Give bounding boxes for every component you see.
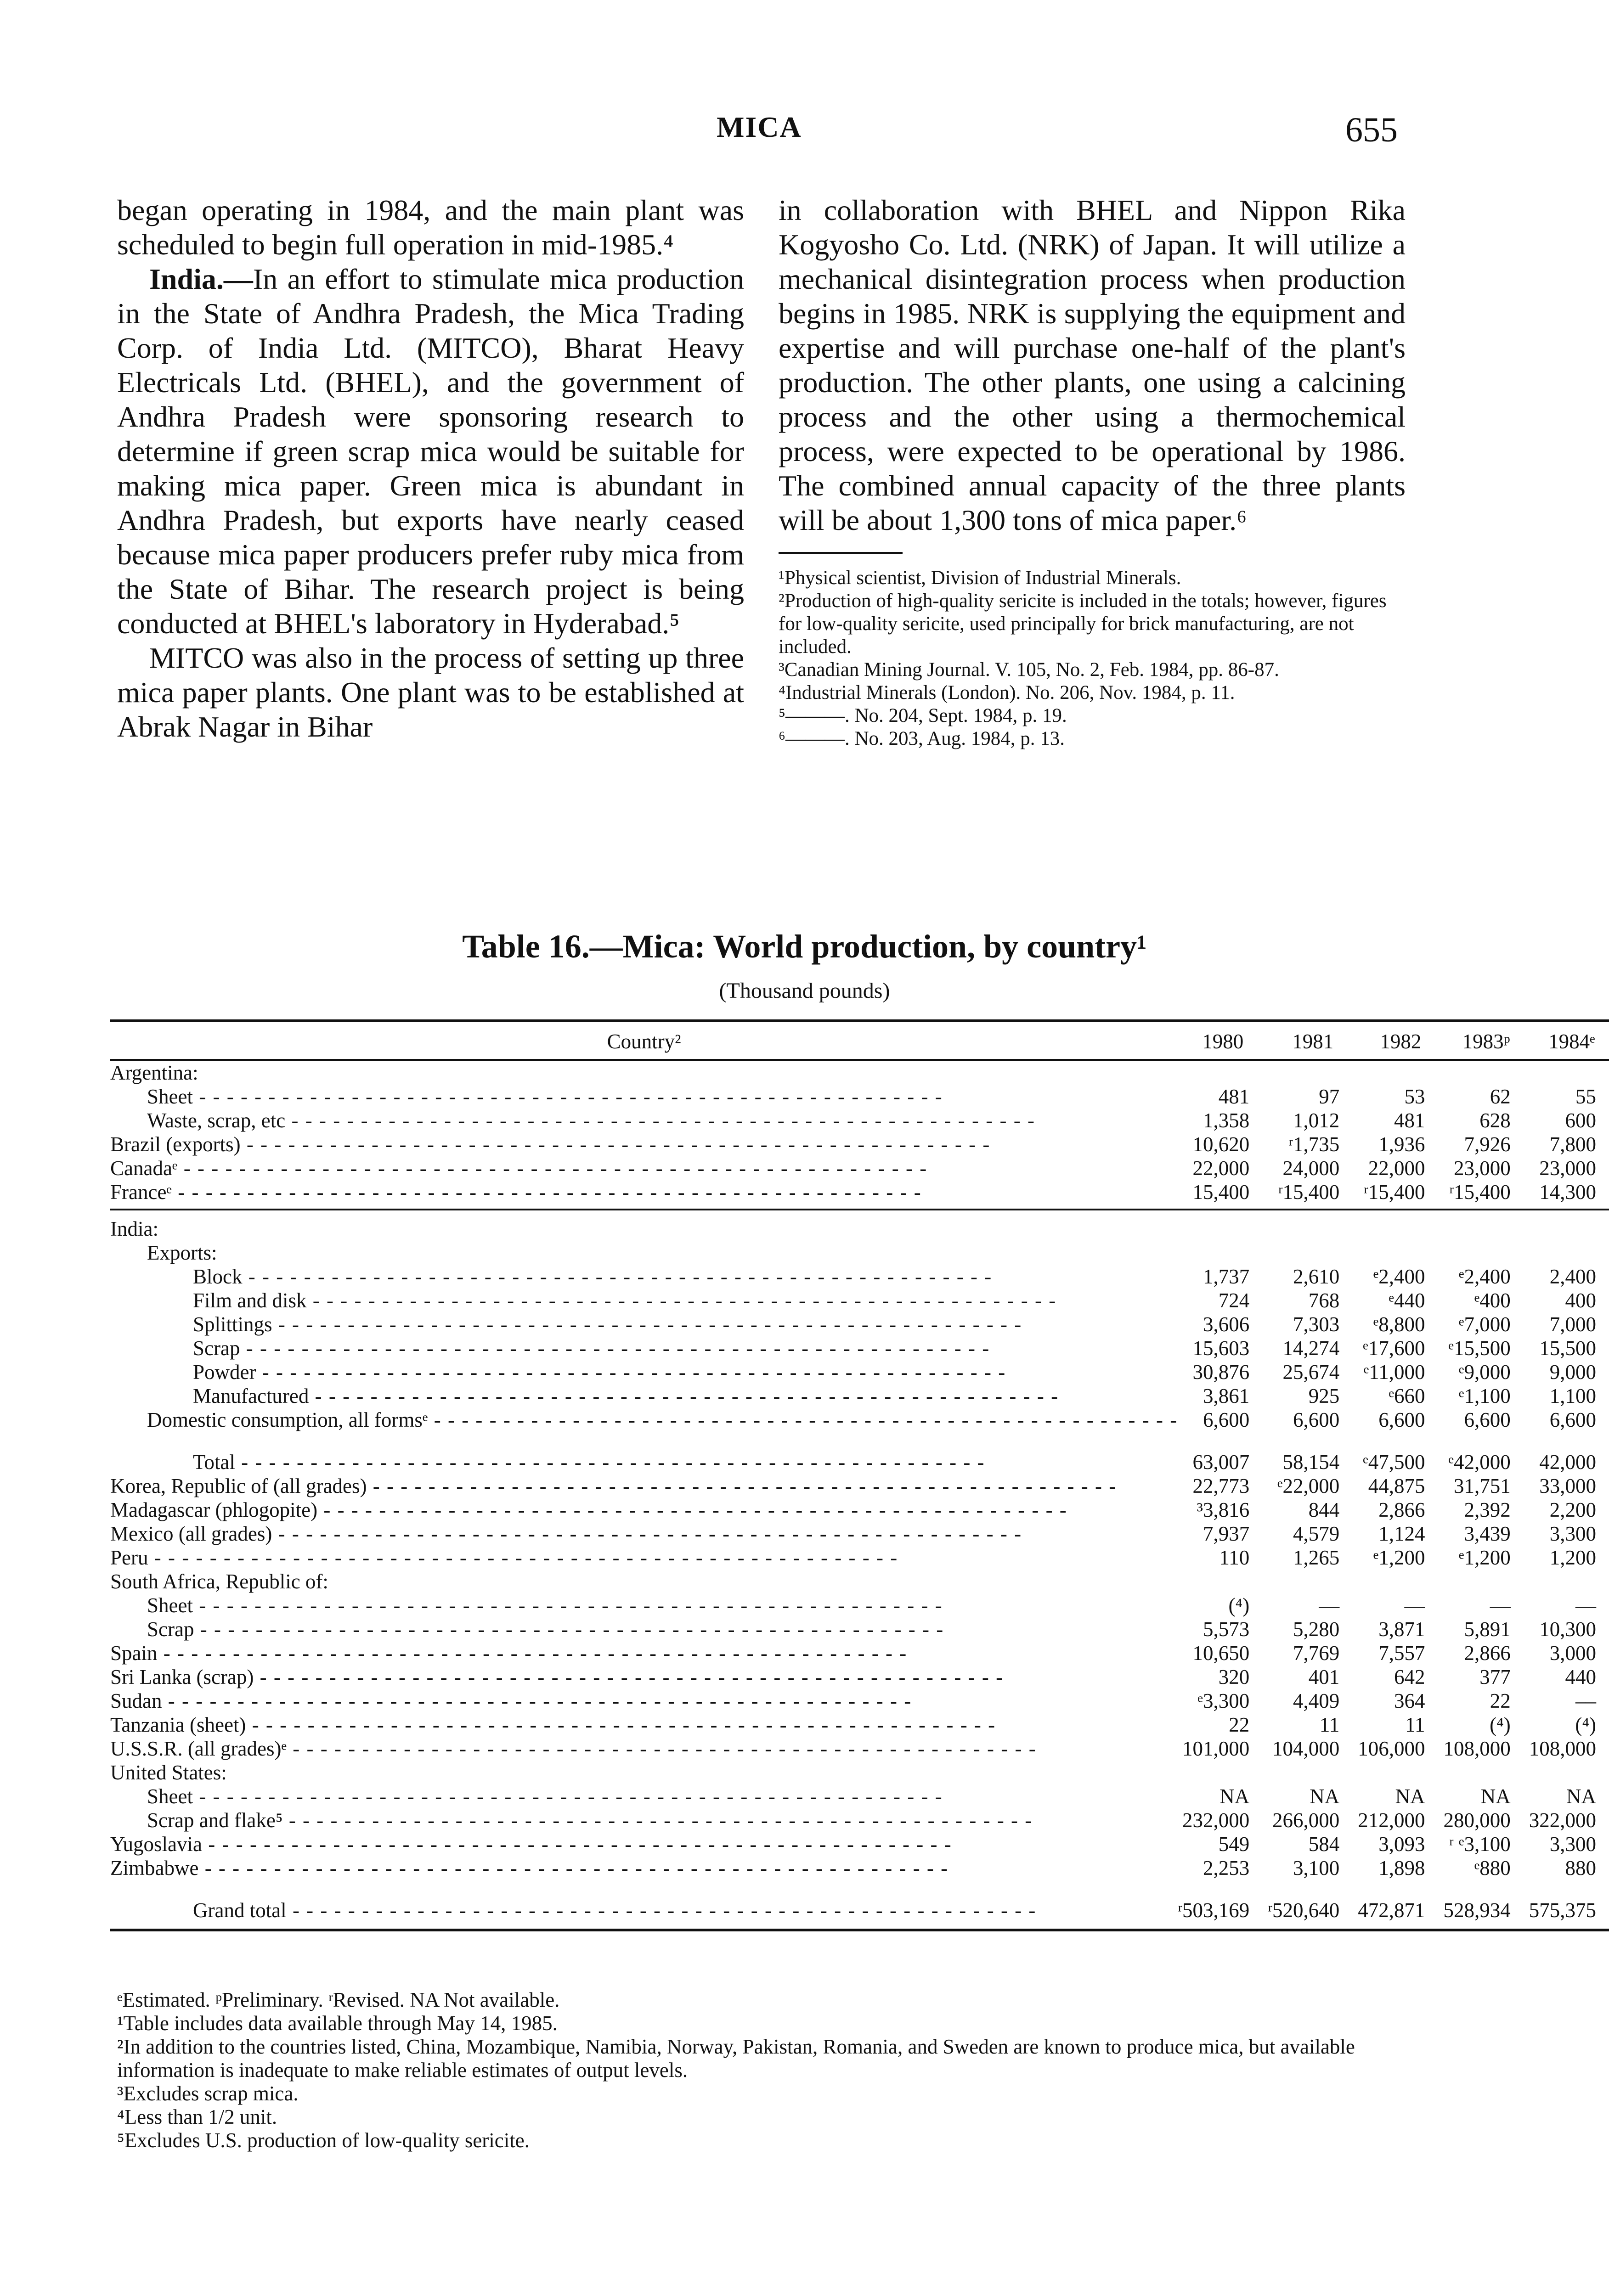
page-footnotes (779, 567, 1406, 750)
row-label: Block - - - (110, 1265, 1178, 1289)
row-label: India: (110, 1217, 158, 1240)
value-cell: 6,600 (1203, 1408, 1250, 1431)
value-cell: ʳ ᵉ3,100 (1449, 1833, 1511, 1856)
value-cell: 1,200 (1549, 1546, 1596, 1569)
value-cell: 10,650 (1192, 1642, 1250, 1665)
value-cell (1529, 1761, 1609, 1784)
row-label: Brazil (exports) - - - (110, 1132, 1178, 1156)
value-cell: 400 (1565, 1289, 1596, 1312)
value-cell: 53 (1404, 1085, 1425, 1108)
value-cell (1444, 1241, 1529, 1265)
row-label: U.S.S.R. (all grades)ᵉ - - - (110, 1737, 1178, 1761)
value-cell: –– (1490, 1594, 1511, 1617)
value-cell (1268, 1241, 1358, 1265)
value-cell: ʳ520,640 (1268, 1899, 1340, 1922)
value-cell: ᵉ47,500 (1363, 1451, 1425, 1474)
row-label: Total - - - (110, 1450, 1178, 1474)
value-cell: 22,000 (1368, 1157, 1425, 1180)
value-cell: 280,000 (1443, 1809, 1511, 1832)
value-cell: 24,000 (1282, 1157, 1340, 1180)
value-cell: 549 (1218, 1833, 1250, 1856)
value-cell: 11 (1319, 1713, 1340, 1736)
value-cell: –– (1575, 1689, 1596, 1712)
row-label: Madagascar (phlogopite) - - - (110, 1498, 1178, 1522)
table-body (110, 1060, 1609, 1930)
row-label: Splittings - - - (110, 1312, 1178, 1336)
value-cell (1178, 1060, 1268, 1085)
row-label: Film and disk - - - (110, 1289, 1178, 1312)
row-label: Sheet - - - (110, 1593, 1178, 1617)
value-cell: 2,253 (1203, 1857, 1250, 1880)
value-cell: 7,303 (1293, 1313, 1340, 1336)
value-cell: 6,600 (1378, 1408, 1425, 1431)
value-cell: 575,375 (1529, 1899, 1596, 1922)
value-cell: 2,610 (1293, 1265, 1340, 1288)
value-cell: 1,898 (1378, 1857, 1425, 1880)
value-cell (1178, 1241, 1268, 1265)
value-cell: 5,891 (1464, 1618, 1511, 1641)
footnote-5: ⁵———. No. 204, Sept. 1984, p. 19. (779, 705, 1067, 726)
value-cell: 2,400 (1549, 1265, 1596, 1288)
table-row (110, 1546, 1609, 1570)
right-column (779, 193, 1406, 750)
left-paragraph-2 (117, 262, 744, 641)
value-cell (1268, 1060, 1358, 1085)
value-cell: 11 (1405, 1713, 1425, 1736)
value-cell: NA (1219, 1785, 1250, 1808)
value-cell: 3,000 (1549, 1642, 1596, 1665)
value-cell: 3,093 (1378, 1833, 1425, 1856)
table-row (110, 1180, 1609, 1204)
value-cell (1358, 1761, 1443, 1784)
value-cell: 9,000 (1549, 1361, 1596, 1384)
table-row (110, 1085, 1609, 1109)
value-cell: 3,861 (1203, 1384, 1250, 1407)
table-row (110, 1641, 1609, 1665)
value-cell: (⁴) (1490, 1713, 1511, 1736)
value-cell: ᵉ660 (1389, 1384, 1425, 1407)
value-cell: 642 (1394, 1666, 1425, 1688)
value-cell: 212,000 (1358, 1809, 1425, 1832)
value-cell: 320 (1218, 1666, 1250, 1688)
row-label: Scrap - - - (110, 1336, 1178, 1360)
value-cell: 844 (1308, 1498, 1340, 1521)
value-cell: 22 (1490, 1689, 1511, 1712)
value-cell: ʳ15,400 (1449, 1181, 1511, 1204)
row-label: Scrap - - - (110, 1617, 1178, 1641)
table-row (110, 1360, 1609, 1384)
value-cell: 14,274 (1282, 1337, 1340, 1360)
table-row (110, 1336, 1609, 1360)
column-header: 1981 (1268, 1021, 1358, 1060)
production-table (110, 1019, 1609, 1931)
page-number: 655 (1345, 111, 1398, 149)
value-cell: 10,300 (1539, 1618, 1596, 1641)
footnote-rule (779, 552, 903, 554)
row-label: Korea, Republic of (all grades) - - - (110, 1474, 1178, 1498)
table-spacer-cell (110, 1922, 1609, 1930)
value-cell: ᵉ2,400 (1373, 1265, 1425, 1288)
value-cell (1268, 1761, 1358, 1784)
value-cell (1358, 1241, 1443, 1265)
table-row (110, 1808, 1609, 1832)
table-row (110, 1689, 1609, 1713)
value-cell: 2,200 (1549, 1498, 1596, 1521)
table-row (110, 1593, 1609, 1617)
table-notes (117, 1988, 1403, 2152)
row-label: Franceᵉ - - - (110, 1180, 1178, 1204)
value-cell: (⁴) (1575, 1713, 1596, 1736)
value-cell: 7,800 (1549, 1133, 1596, 1156)
value-cell (1529, 1241, 1609, 1265)
row-label: Grand total - - - (110, 1898, 1178, 1922)
value-cell (1178, 1217, 1268, 1241)
table-title: Table 16.—Mica: World production, by country¹ (462, 928, 1147, 965)
value-cell: 4,409 (1293, 1689, 1340, 1712)
value-cell: –– (1575, 1594, 1596, 1617)
row-label: Sheet - - - (110, 1085, 1178, 1109)
value-cell: 44,875 (1368, 1474, 1425, 1497)
value-cell: 31,751 (1454, 1474, 1511, 1497)
value-cell: 7,557 (1378, 1642, 1425, 1665)
row-label: Sri Lanka (scrap) - - - (110, 1665, 1178, 1689)
value-cell: 3,300 (1549, 1522, 1596, 1545)
value-cell: 1,012 (1293, 1109, 1340, 1132)
value-cell: 5,573 (1203, 1618, 1250, 1641)
value-cell: 7,937 (1203, 1522, 1250, 1545)
table-header-row (110, 1021, 1609, 1060)
row-label: Zimbabwe - - - (110, 1856, 1178, 1880)
table-spacer (110, 1922, 1609, 1930)
table-row (110, 1856, 1609, 1880)
value-cell: ᵉ880 (1474, 1857, 1511, 1880)
footnote-1: ¹Physical scientist, Division of Industrial Minerals. (779, 567, 1181, 589)
value-cell: 377 (1479, 1666, 1511, 1688)
table-spacer (110, 1880, 1609, 1898)
value-cell: 58,154 (1282, 1451, 1340, 1474)
left-paragraph-3: MITCO was also in the process of setting up three mica paper plants. One plant was to be established at Abrak Nagar in Bihar (117, 642, 744, 743)
value-cell: 15,500 (1539, 1337, 1596, 1360)
value-cell: 440 (1565, 1666, 1596, 1688)
row-label: Powder - - - (110, 1360, 1178, 1384)
value-cell: 23,000 (1539, 1157, 1596, 1180)
value-cell: 3,439 (1464, 1522, 1511, 1545)
value-cell: 55 (1575, 1085, 1596, 1108)
value-cell: ᵉ22,000 (1277, 1474, 1340, 1497)
row-label: United States: (110, 1761, 227, 1784)
table-spacer-cell (110, 1204, 1609, 1210)
value-cell: 106,000 (1358, 1737, 1425, 1760)
value-cell (1529, 1060, 1609, 1085)
column-header: 1982 (1358, 1021, 1443, 1060)
value-cell: 724 (1218, 1289, 1250, 1312)
value-cell (1444, 1570, 1529, 1593)
value-cell: 7,769 (1293, 1642, 1340, 1665)
footnote-2: ²Production of high-quality sericite is included in the totals; however, figures for low-quality sericite, used principally for brick manufacturing, are not included. (779, 590, 1387, 658)
value-cell: NA (1480, 1785, 1511, 1808)
value-cell: –– (1404, 1594, 1425, 1617)
value-cell (1178, 1570, 1268, 1593)
value-cell: 15,603 (1192, 1337, 1250, 1360)
table-row (110, 1784, 1609, 1808)
value-cell (1358, 1217, 1443, 1241)
footnote-3: ³Canadian Mining Journal. V. 105, No. 2, Feb. 1984, pp. 86-87. (779, 659, 1279, 681)
value-cell: ᵉ8,800 (1373, 1313, 1425, 1336)
row-label: Domestic consumption, all formsᵉ - - - (110, 1408, 1178, 1432)
row-label: Argentina: (110, 1061, 198, 1084)
value-cell: ᵉ9,000 (1458, 1361, 1511, 1384)
value-cell: ᵉ2,400 (1458, 1265, 1511, 1288)
value-cell: 2,866 (1464, 1642, 1511, 1665)
value-cell (1268, 1570, 1358, 1593)
value-cell: 880 (1565, 1857, 1596, 1880)
table-row (110, 1312, 1609, 1336)
value-cell: 42,000 (1539, 1451, 1596, 1474)
value-cell: 1,100 (1549, 1384, 1596, 1407)
value-cell: 25,674 (1282, 1361, 1340, 1384)
value-cell: 110 (1219, 1546, 1250, 1569)
table-row (110, 1761, 1609, 1784)
value-cell: 63,007 (1192, 1451, 1250, 1474)
page-header (0, 110, 1609, 165)
row-label: Exports: (147, 1241, 217, 1264)
table-row (110, 1713, 1609, 1737)
table-row (110, 1737, 1609, 1761)
value-cell (1268, 1217, 1358, 1241)
table-row (110, 1156, 1609, 1180)
value-cell: 322,000 (1529, 1809, 1596, 1832)
value-cell: 1,265 (1293, 1546, 1340, 1569)
value-cell (1529, 1570, 1609, 1593)
value-cell: 1,737 (1203, 1265, 1250, 1288)
value-cell: 364 (1394, 1689, 1425, 1712)
footnote-4: ⁴Industrial Minerals (London). No. 206, Nov. 1984, p. 11. (779, 682, 1235, 703)
table-row (110, 1832, 1609, 1856)
table-spacer (110, 1432, 1609, 1450)
value-cell: 3,100 (1293, 1857, 1340, 1880)
table-row (110, 1665, 1609, 1689)
row-label: Tanzania (sheet) - - - (110, 1713, 1178, 1737)
table-note: ᵉEstimated. ᵖPreliminary. ʳRevised. NA Not available. (117, 1988, 560, 2011)
column-header: 1983ᵖ (1444, 1021, 1529, 1060)
india-runin-heading: India.— (149, 263, 253, 295)
table-note: ²In addition to the countries listed, China, Mozambique, Namibia, Norway, Pakistan, Romania, and Sweden are known to produce mica, but available information is inadequate to make reliable estimates of output levels. (117, 2035, 1355, 2082)
value-cell: ᵉ11,000 (1363, 1361, 1425, 1384)
value-cell: 528,934 (1443, 1899, 1511, 1922)
row-label: Waste, scrap, etc - - - (110, 1109, 1178, 1132)
india-paragraph-text: In an effort to stimulate mica production in the State of Andhra Pradesh, the Mica Trading Corp. of India Ltd. (MITCO), Bharat Heavy Electricals Ltd. (BHEL), and the government of Andhra Pradesh were sponsoring research to determine if green scrap mica would be suitable for making mica paper. Green mica is abundant in Andhra Pradesh, but exports have nearly ceased because mica paper producers prefer ruby mica from the State of Bihar. The research project is being conducted at BHEL's laboratory in Hyderabad.⁵ (117, 263, 744, 640)
footnote-6: ⁶———. No. 203, Aug. 1984, p. 13. (779, 728, 1065, 749)
table-row (110, 1450, 1609, 1474)
row-label: South Africa, Republic of: (110, 1570, 328, 1593)
value-cell: 1,936 (1378, 1133, 1425, 1156)
value-cell: 3,606 (1203, 1313, 1250, 1336)
value-cell: 3,300 (1549, 1833, 1596, 1856)
row-label: Canadaᵉ - - - (110, 1156, 1178, 1180)
value-cell: ᵉ1,200 (1373, 1546, 1425, 1569)
value-cell: 6,600 (1293, 1408, 1340, 1431)
table-note: ⁴Less than 1/2 unit. (117, 2105, 277, 2128)
value-cell: ᵉ42,000 (1448, 1451, 1511, 1474)
value-cell: 62 (1490, 1085, 1511, 1108)
value-cell: ᵉ15,500 (1448, 1337, 1511, 1360)
value-cell: (⁴) (1228, 1594, 1250, 1617)
value-cell: 266,000 (1272, 1809, 1340, 1832)
table-note: ⁵Excludes U.S. production of low-quality sericite. (117, 2129, 530, 2152)
value-cell: ᵉ17,600 (1363, 1337, 1425, 1360)
row-label: Scrap and flake⁵ - - - (110, 1808, 1178, 1832)
value-cell: ʳ503,169 (1178, 1899, 1250, 1922)
value-cell: 15,400 (1192, 1181, 1250, 1204)
row-label: Yugoslavia - - - (110, 1832, 1178, 1856)
table-row (110, 1217, 1609, 1241)
value-cell: 30,876 (1192, 1361, 1250, 1384)
row-label: Sheet - - - (110, 1784, 1178, 1808)
value-cell: 22 (1229, 1713, 1250, 1736)
table-unit: (Thousand pounds) (719, 979, 890, 1003)
left-column (117, 193, 744, 744)
value-cell: 628 (1479, 1109, 1511, 1132)
value-cell: NA (1566, 1785, 1596, 1808)
value-cell: ʳ1,735 (1288, 1133, 1340, 1156)
table-row (110, 1289, 1609, 1312)
table-row (110, 1408, 1609, 1432)
value-cell: –– (1319, 1594, 1340, 1617)
value-cell: 14,300 (1539, 1181, 1596, 1204)
table-row (110, 1132, 1609, 1156)
table-row (110, 1384, 1609, 1408)
table-spacer (110, 1204, 1609, 1210)
table-row (110, 1265, 1609, 1289)
row-label: Peru - - - (110, 1546, 1178, 1570)
value-cell: ᵉ7,000 (1458, 1313, 1511, 1336)
table-spacer-cell (110, 1432, 1609, 1450)
value-cell: ᵉ1,100 (1458, 1384, 1511, 1407)
value-cell: 584 (1308, 1833, 1340, 1856)
value-cell: 108,000 (1443, 1737, 1511, 1760)
value-cell (1529, 1217, 1609, 1241)
table-row (110, 1570, 1609, 1593)
value-cell: 925 (1308, 1384, 1340, 1407)
value-cell: 232,000 (1182, 1809, 1250, 1832)
value-cell: 10,620 (1192, 1133, 1250, 1156)
row-label: Sudan - - - (110, 1689, 1178, 1713)
table-note: ³Excludes scrap mica. (117, 2082, 299, 2105)
value-cell: NA (1310, 1785, 1340, 1808)
value-cell: 4,579 (1293, 1522, 1340, 1545)
value-cell: 600 (1565, 1109, 1596, 1132)
right-paragraph-1: in collaboration with BHEL and Nippon Rika Kogyosho Co. Ltd. (NRK) of Japan. It will utilize a mechanical disintegration process when production begins in 1985. NRK is supplying the equipment and expertise and will purchase one-half of the plant's production. The other plants, one using a calcining process and the other using a thermochemical process, were expected to be operational by 1986. The combined annual capacity of the three plants will be about 1,300 tons of mica paper.⁶ (779, 194, 1406, 536)
value-cell: 7,926 (1464, 1133, 1511, 1156)
table-row (110, 1617, 1609, 1641)
table-row (110, 1498, 1609, 1522)
table-row (110, 1474, 1609, 1498)
value-cell: 108,000 (1529, 1737, 1596, 1760)
column-header: Country² (110, 1021, 1178, 1060)
left-paragraph-1: began operating in 1984, and the main plant was scheduled to begin full operation in mid-1985.⁴ (117, 194, 744, 261)
value-cell: 97 (1319, 1085, 1340, 1108)
value-cell: 2,866 (1378, 1498, 1425, 1521)
column-header: 1984ᵉ (1529, 1021, 1609, 1060)
value-cell: 7,000 (1549, 1313, 1596, 1336)
value-cell (1178, 1761, 1268, 1784)
table-row (110, 1109, 1609, 1132)
value-cell: 5,280 (1293, 1618, 1340, 1641)
table-row (110, 1522, 1609, 1546)
value-cell: ʳ15,400 (1363, 1181, 1425, 1204)
value-cell: 33,000 (1539, 1474, 1596, 1497)
running-title: MICA (717, 111, 802, 143)
value-cell: NA (1395, 1785, 1425, 1808)
table-spacer-cell (110, 1210, 1609, 1217)
value-cell: 6,600 (1549, 1408, 1596, 1431)
value-cell: 23,000 (1454, 1157, 1511, 1180)
value-cell: 1,358 (1203, 1109, 1250, 1132)
value-cell: 1,124 (1378, 1522, 1425, 1545)
table-row (110, 1241, 1609, 1265)
value-cell: 2,392 (1464, 1498, 1511, 1521)
table-note: ¹Table includes data available through May 14, 1985. (117, 2012, 558, 2035)
row-label: Spain - - - (110, 1641, 1178, 1665)
value-cell (1358, 1060, 1443, 1085)
value-cell: 472,871 (1358, 1899, 1425, 1922)
row-label: Mexico (all grades) - - - (110, 1522, 1178, 1546)
table-row (110, 1898, 1609, 1922)
value-cell: ᵉ1,200 (1458, 1546, 1511, 1569)
table-spacer (110, 1210, 1609, 1217)
value-cell (1444, 1761, 1529, 1784)
value-cell: 22,000 (1192, 1157, 1250, 1180)
value-cell: ʳ15,400 (1278, 1181, 1340, 1204)
value-cell: ᵉ3,300 (1197, 1689, 1250, 1712)
value-cell: 481 (1394, 1109, 1425, 1132)
value-cell (1444, 1060, 1529, 1085)
table-spacer-cell (110, 1880, 1609, 1898)
row-label: Manufactured - - - (110, 1384, 1178, 1408)
table-row (110, 1060, 1609, 1085)
value-cell: 3,871 (1378, 1618, 1425, 1641)
value-cell (1358, 1570, 1443, 1593)
value-cell: ᵉ400 (1474, 1289, 1511, 1312)
value-cell: ³3,816 (1197, 1498, 1250, 1521)
value-cell: 401 (1308, 1666, 1340, 1688)
value-cell: 768 (1308, 1289, 1340, 1312)
value-cell: 481 (1218, 1085, 1250, 1108)
column-header: 1980 (1178, 1021, 1268, 1060)
value-cell: 6,600 (1464, 1408, 1511, 1431)
value-cell: 22,773 (1192, 1474, 1250, 1497)
value-cell: ᵉ440 (1389, 1289, 1425, 1312)
value-cell: 104,000 (1272, 1737, 1340, 1760)
value-cell: 101,000 (1182, 1737, 1250, 1760)
value-cell (1444, 1217, 1529, 1241)
